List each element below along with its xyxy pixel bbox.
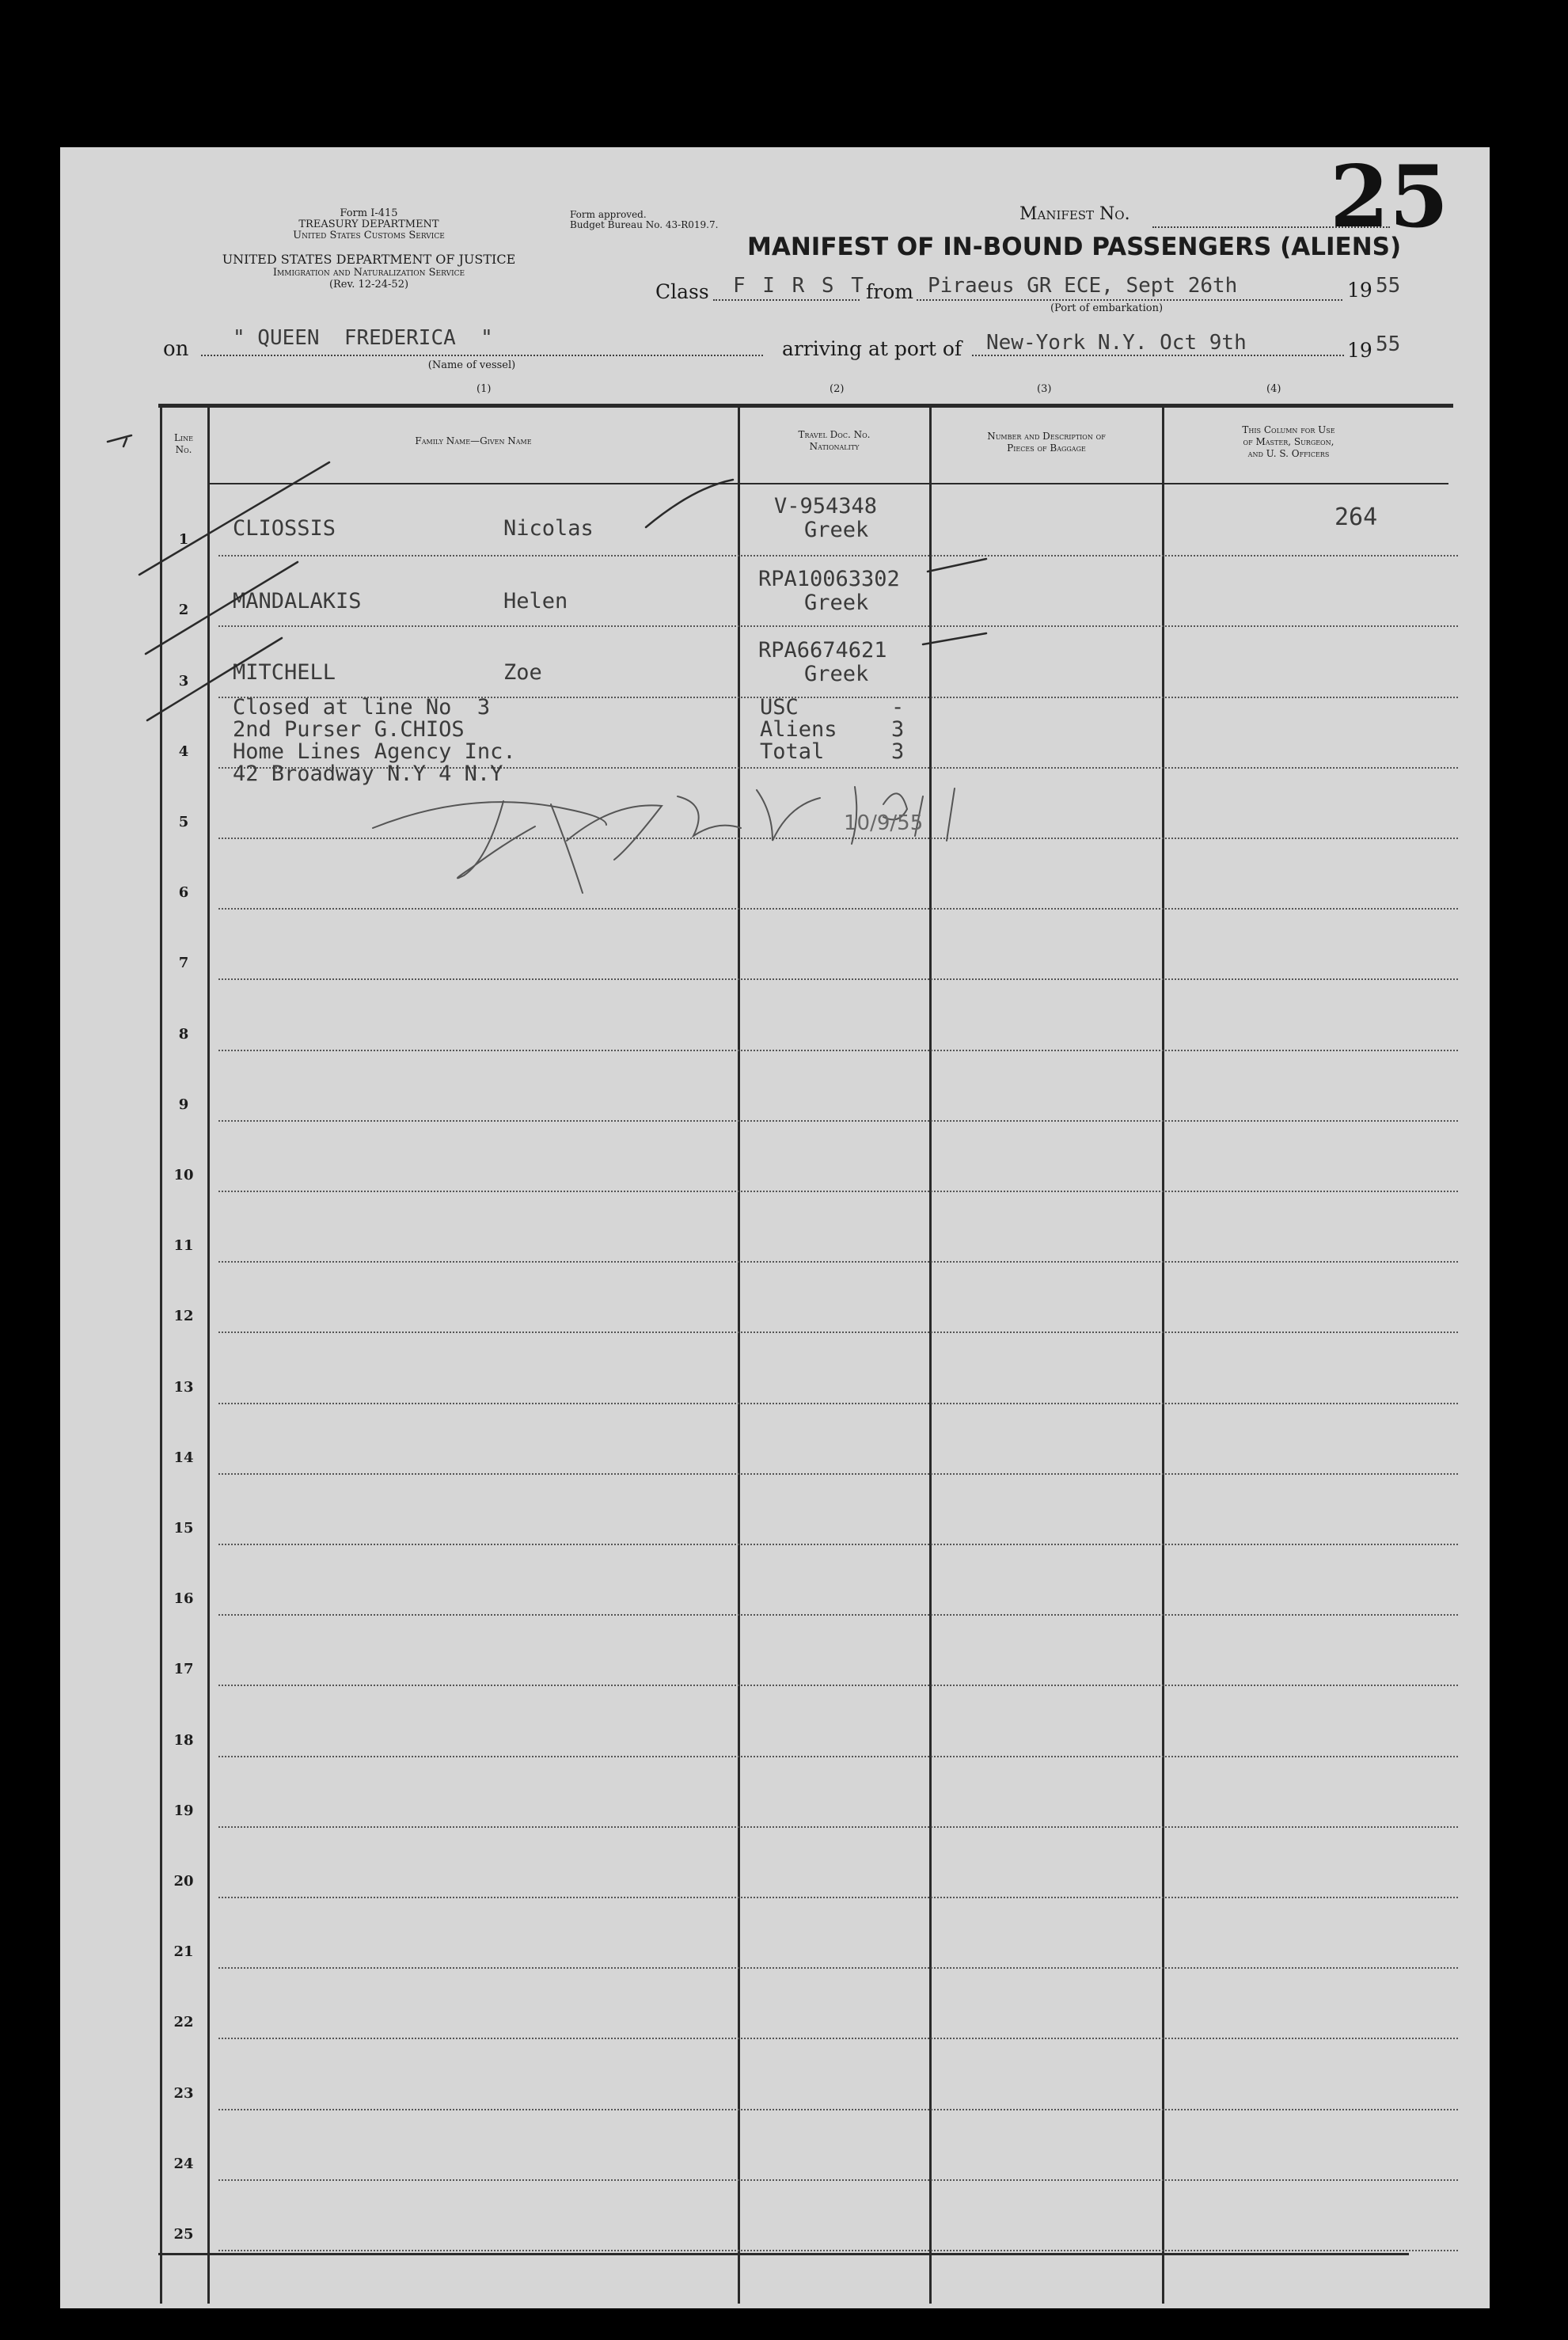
aliens-label: Aliens (760, 717, 837, 742)
travel-doc-header: Travel Doc. No. Nationality (798, 429, 871, 452)
row-3-given: Zoe (503, 660, 542, 685)
officer-signature-graphic (373, 787, 955, 893)
vessel-note: (Name of vessel) (427, 359, 516, 371)
on-label: on (163, 337, 189, 361)
row-1-doc: V-954348 (774, 494, 878, 519)
class-label: Class (655, 280, 709, 303)
line-number-22: 22 (173, 2014, 194, 2031)
line-number-23: 23 (173, 2084, 194, 2102)
row-2-family: MANDALAKIS (233, 589, 362, 613)
line-number-10: 10 (173, 1167, 194, 1183)
column-number-3: (3) (1037, 383, 1052, 395)
column-number-4: (4) (1266, 383, 1281, 395)
column-number-2: (2) (830, 383, 845, 395)
year-suffix-1: 55 (1376, 274, 1401, 298)
signature-date: 10/9/55 (844, 811, 924, 835)
margin-tick (108, 435, 131, 446)
line-number-8: 8 (178, 1025, 189, 1043)
baggage-header: Number and Description of Pieces of Baggage (987, 431, 1106, 454)
total-label: Total (760, 739, 825, 764)
line-number-6: 6 (178, 884, 189, 902)
row-1-family: CLIOSSIS (233, 516, 336, 541)
line-number-4: 4 (178, 743, 189, 760)
row-2-check-mark (146, 562, 298, 654)
row-2-pen-stroke (928, 559, 986, 572)
manifest-page (60, 147, 1490, 2308)
line-number-16: 16 (173, 1590, 194, 1608)
row-3-check-mark (147, 638, 282, 720)
column-number-1: (1) (476, 383, 492, 395)
form-number: Form I-415 (340, 207, 398, 219)
manifest-number: 25 (1330, 147, 1449, 247)
manifest-title: MANIFEST OF IN-BOUND PASSENGERS (ALIENS) (747, 233, 1402, 261)
year-prefix-1: 19 (1347, 279, 1372, 302)
line-number-15: 15 (173, 1520, 194, 1537)
arriving-label: arriving at port of (782, 337, 962, 360)
line-number-3: 3 (178, 672, 189, 689)
line-number-24: 24 (173, 2155, 194, 2172)
name-header: Family Name—Given Name (415, 435, 532, 446)
line-number-2: 2 (178, 602, 189, 619)
row-2-doc: RPA10063302 (758, 567, 900, 591)
year-prefix-2: 19 (1347, 339, 1372, 362)
line-number-13: 13 (173, 1378, 194, 1396)
treasury-department: TREASURY DEPARTMENT (298, 218, 439, 230)
row-1-given: Nicolas (503, 516, 594, 541)
budget-bureau: Budget Bureau No. 43-R019.7. (570, 219, 719, 230)
row-1-check-mark (139, 462, 329, 575)
closing-line-3: Home Lines Agency Inc. (233, 739, 516, 764)
line-number-12: 12 (173, 1308, 194, 1325)
line-number-20: 20 (173, 1873, 194, 1890)
usc-label: USC (760, 695, 799, 720)
closing-line-1: Closed at line No 3 (233, 695, 491, 720)
vessel-name: " QUEEN FREDERICA " (233, 326, 493, 350)
arriving-value: New-York N.Y. Oct 9th (986, 331, 1247, 355)
line-number-25: 25 (173, 2226, 194, 2243)
row-1-officer-number: 264 (1335, 503, 1378, 531)
line-number-1: 1 (178, 531, 189, 549)
from-label: from (866, 280, 913, 303)
usc-value: - (891, 695, 905, 720)
customs-service: United States Customs Service (293, 230, 445, 241)
row-1-pen-stroke (646, 480, 733, 527)
handwritten-marks (60, 147, 1490, 2308)
from-value: Piraeus GR ECE, Sept 26th (928, 274, 1238, 298)
row-3-family: MITCHELL (233, 660, 336, 685)
form-revision: (Rev. 12-24-52) (328, 279, 409, 291)
closing-line-4: 42 Broadway N.Y 4 N.Y (233, 762, 503, 786)
line-number-21: 21 (173, 1943, 194, 1961)
closing-line-2: 2nd Purser G.CHIOS (233, 717, 465, 742)
line-number-14: 14 (173, 1449, 194, 1466)
total-value: 3 (891, 739, 905, 764)
officers-header: This Column for Use of Master, Surgeon, and U. S. Officers (1242, 424, 1335, 459)
line-number-header: Line No. (174, 432, 193, 455)
class-value: F I R S T (733, 274, 866, 298)
aliens-value: 3 (891, 717, 905, 742)
ins-agency: Immigration and Naturalization Service (272, 267, 465, 279)
line-number-5: 5 (178, 814, 189, 830)
manifest-no-label: Manifest No. (1019, 204, 1130, 224)
row-3-pen-stroke (923, 633, 986, 644)
year-suffix-2: 55 (1376, 332, 1401, 356)
form-approved: Form approved. (570, 209, 647, 220)
row-2-given: Helen (503, 589, 568, 613)
line-number-11: 11 (173, 1237, 194, 1255)
port-embarkation-note: (Port of embarkation) (1050, 302, 1164, 314)
line-number-9: 9 (178, 1096, 189, 1113)
row-2-nationality: Greek (804, 591, 869, 615)
line-number-17: 17 (173, 1661, 194, 1678)
row-3-doc: RPA6674621 (758, 638, 887, 663)
justice-department: UNITED STATES DEPARTMENT OF JUSTICE (222, 252, 516, 267)
line-number-19: 19 (173, 1802, 194, 1819)
line-number-18: 18 (173, 1731, 194, 1749)
line-number-7: 7 (178, 955, 189, 972)
row-3-nationality: Greek (804, 662, 869, 686)
row-1-nationality: Greek (804, 518, 869, 542)
